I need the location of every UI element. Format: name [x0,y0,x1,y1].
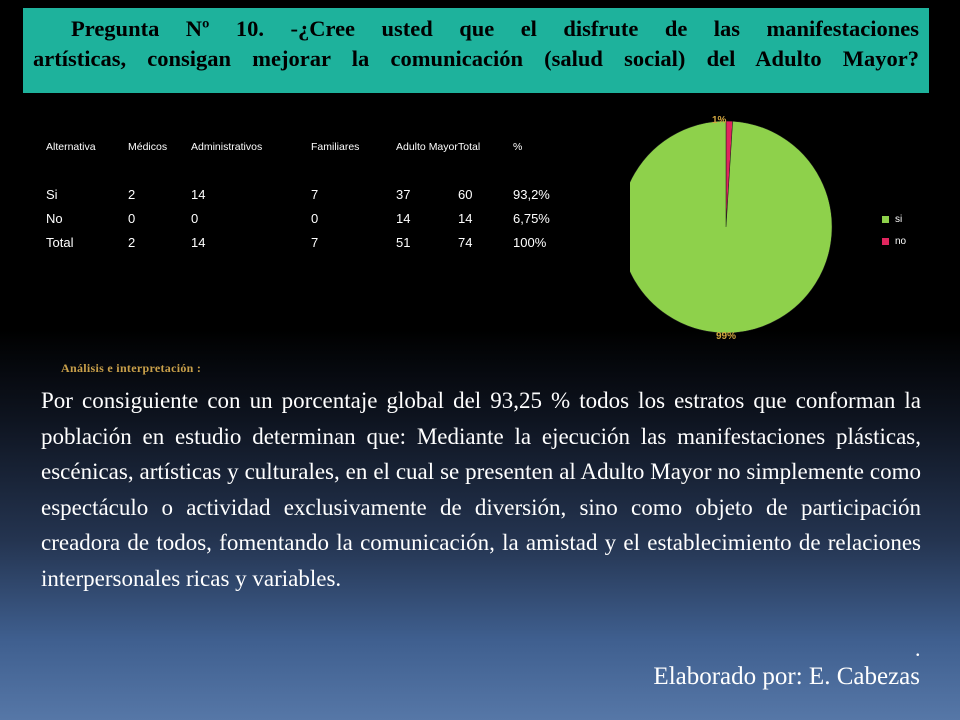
table-cell: 51 [396,234,411,250]
pie-chart [630,108,940,348]
legend-swatch-si [882,216,889,223]
question-title-line-1: Pregunta Nº 10. -¿Cree usted que el disfrute de las manifestaciones [71,16,919,41]
header-adulto-mayor: Adulto Mayor [396,141,458,153]
table-cell: 2 [128,234,136,250]
table-cell: 14 [458,210,473,226]
legend-label-si: si [895,213,903,225]
legend-item-no [882,230,906,252]
question-title [33,14,919,74]
pie-data-label-si: 99% [716,331,737,342]
legend-item-si [882,208,906,230]
table-cell: Total [46,234,74,250]
author-credit: Elaborado por: E. Cabezas [653,663,920,690]
table-cell: 100% [513,234,547,250]
legend-label-no: no [895,235,907,247]
table-cell: No [46,210,63,226]
pie-slice-si [630,115,838,340]
analysis-body: Por consiguiente con un porcentaje global del 93,25 % todos los estratos que conforman la población en estudio determinan que: Mediante la ejecución las manifestaciones plásticas, escénicas, artísticas y culturales, en el cual se presenten al Adulto Mayor no simplemente como espectáculo o actividad exclusivamente de diversión, sino como objeto de participación creadora de todos, fomentando la comunicación, la amistad y el establecimiento de relaciones interpersonales ricas y variables. [41,388,921,591]
table-row [38,206,573,230]
table-row [38,230,573,254]
table-cell: 0 [128,210,136,226]
table-cell: 14 [396,210,411,226]
table-row [38,182,573,206]
results-table [38,136,573,254]
header-medicos: Médicos [128,141,168,153]
table-cell: 6,75% [513,210,550,226]
table-cell: 60 [458,186,473,202]
header-percent: % [513,141,523,153]
table-cell: 74 [458,234,473,250]
table-cell: 7 [311,234,319,250]
question-title-box [23,8,929,93]
table-cell: 37 [396,186,411,202]
table-cell: Si [46,186,58,202]
table-cell: 14 [191,234,206,250]
chart-legend [882,208,906,252]
table-cell: 93,2% [513,186,550,202]
header-alternativa: Alternativa [46,141,96,153]
pie-chart-svg [630,108,880,348]
footer-dot: . [915,636,921,661]
analysis-subtitle: Análisis e interpretación : [61,361,202,375]
table-cell: 0 [191,210,199,226]
table-cell: 7 [311,186,319,202]
table-cell: 0 [311,210,319,226]
question-title-line-2: artísticas, consigan mejorar la comunicación (salud social) del Adulto Mayor? [33,46,919,71]
header-familiares: Familiares [311,141,360,153]
header-administrativos: Administrativos [191,141,263,153]
legend-swatch-no [882,238,889,245]
table-header-row [38,136,573,182]
table-cell: 2 [128,186,136,202]
pie-data-label-no: 1% [712,115,727,126]
table-cell: 14 [191,186,206,202]
header-total: Total [458,141,481,153]
